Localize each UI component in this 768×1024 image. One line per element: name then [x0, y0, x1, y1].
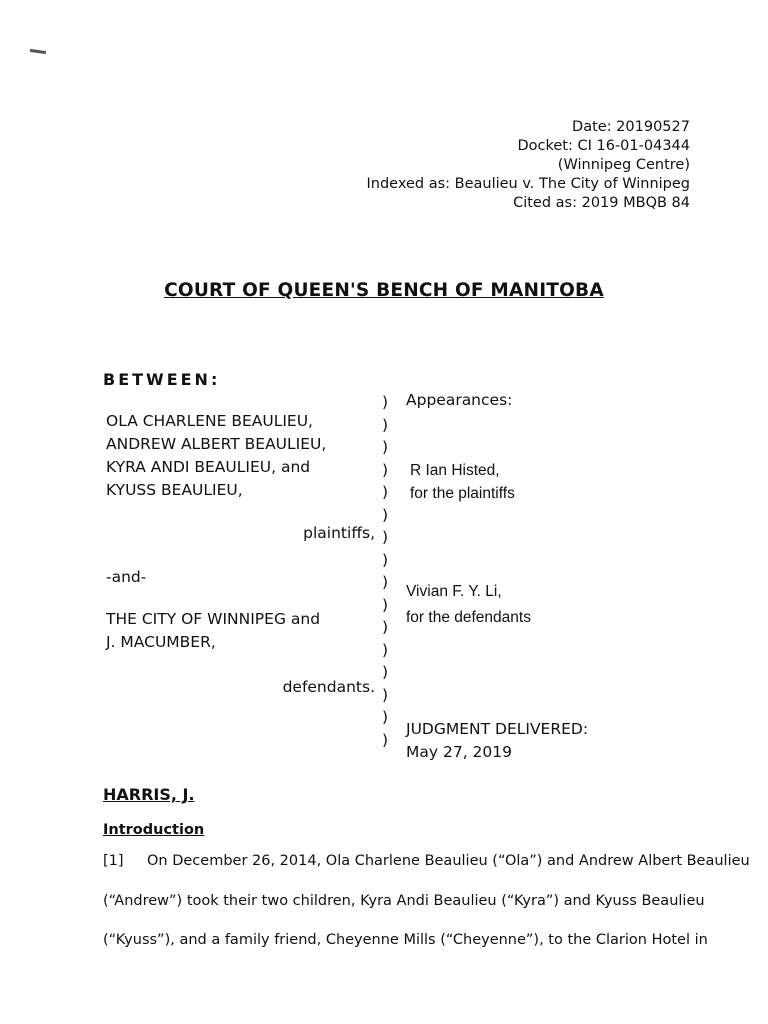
appearances-label: Appearances: [406, 391, 513, 409]
court-title: COURT OF QUEEN'S BENCH OF MANITOBA [164, 280, 604, 301]
paren: ) [382, 663, 389, 681]
paren: ) [382, 550, 389, 569]
case-location: (Winnipeg Centre) [557, 157, 690, 173]
judge-name: HARRIS, J. [103, 785, 195, 804]
paren: ) [382, 730, 389, 749]
defendant-names [106, 608, 320, 654]
defendant-name: J. MACUMBER, [106, 633, 216, 651]
paragraph-text: On December 26, 2014, Ola Charlene Beaulieu (“Ola”) and Andrew Albert Beaulieu [147, 853, 750, 869]
case-indexed: Indexed as: Beaulieu v. The City of Winnipeg [366, 176, 690, 192]
case-header [366, 118, 690, 213]
paren: ) [382, 460, 389, 479]
plaintiff-name: KYRA ANDI BEAULIEU, and [106, 458, 311, 476]
defendant-counsel: Vivian F. Y. Li, [406, 583, 502, 600]
plaintiff-counsel: R Ian Histed, [410, 462, 500, 479]
paragraph-line: (“Kyuss”), and a family friend, Cheyenne Mills (“Cheyenne”), to the Clarion Hotel in [103, 932, 708, 948]
judgment-label: JUDGMENT DELIVERED: [406, 720, 589, 738]
paren: ) [382, 708, 389, 726]
plaintiff-name: ANDREW ALBERT BEAULIEU, [106, 435, 327, 453]
defendant-counsel-block [406, 579, 531, 631]
bracket-column [382, 391, 388, 751]
paren: ) [382, 393, 389, 411]
paren: ) [382, 415, 389, 434]
scan-artifact [30, 49, 46, 54]
paren: ) [382, 483, 389, 501]
paren: ) [382, 685, 389, 704]
paragraph-line: (“Andrew”) took their two children, Kyra Andi Beaulieu (“Kyra”) and Kyuss Beaulieu [103, 893, 705, 909]
case-docket: Docket: CI 16-01-04344 [517, 138, 690, 154]
judgment-block [406, 718, 588, 764]
plaintiff-name: OLA CHARLENE BEAULIEU, [106, 412, 313, 430]
defendant-counsel-role: for the defendants [406, 609, 531, 626]
plaintiff-name: KYUSS BEAULIEU, [106, 481, 243, 499]
and-label: -and- [106, 568, 147, 586]
plaintiff-names [106, 410, 326, 502]
plaintiff-counsel-block [410, 459, 515, 505]
paren: ) [382, 640, 389, 659]
paren: ) [382, 505, 389, 524]
judgment-date: May 27, 2019 [406, 743, 512, 761]
defendant-name: THE CITY OF WINNIPEG and [106, 610, 321, 628]
paren: ) [382, 618, 389, 636]
plaintiff-counsel-role: for the plaintiffs [410, 485, 515, 502]
paragraph-line [103, 853, 750, 869]
paren: ) [382, 573, 389, 591]
section-heading: Introduction [103, 822, 205, 838]
paren: ) [382, 438, 389, 456]
paragraph-number: [1] [103, 853, 124, 869]
defendants-role: defendants. [282, 678, 375, 696]
case-cited: Cited as: 2019 MBQB 84 [513, 195, 690, 211]
paren: ) [382, 528, 389, 546]
case-date: Date: 20190527 [572, 119, 690, 135]
plaintiffs-role: plaintiffs, [303, 524, 375, 542]
between-label: BETWEEN: [103, 370, 221, 389]
paren: ) [382, 595, 389, 614]
